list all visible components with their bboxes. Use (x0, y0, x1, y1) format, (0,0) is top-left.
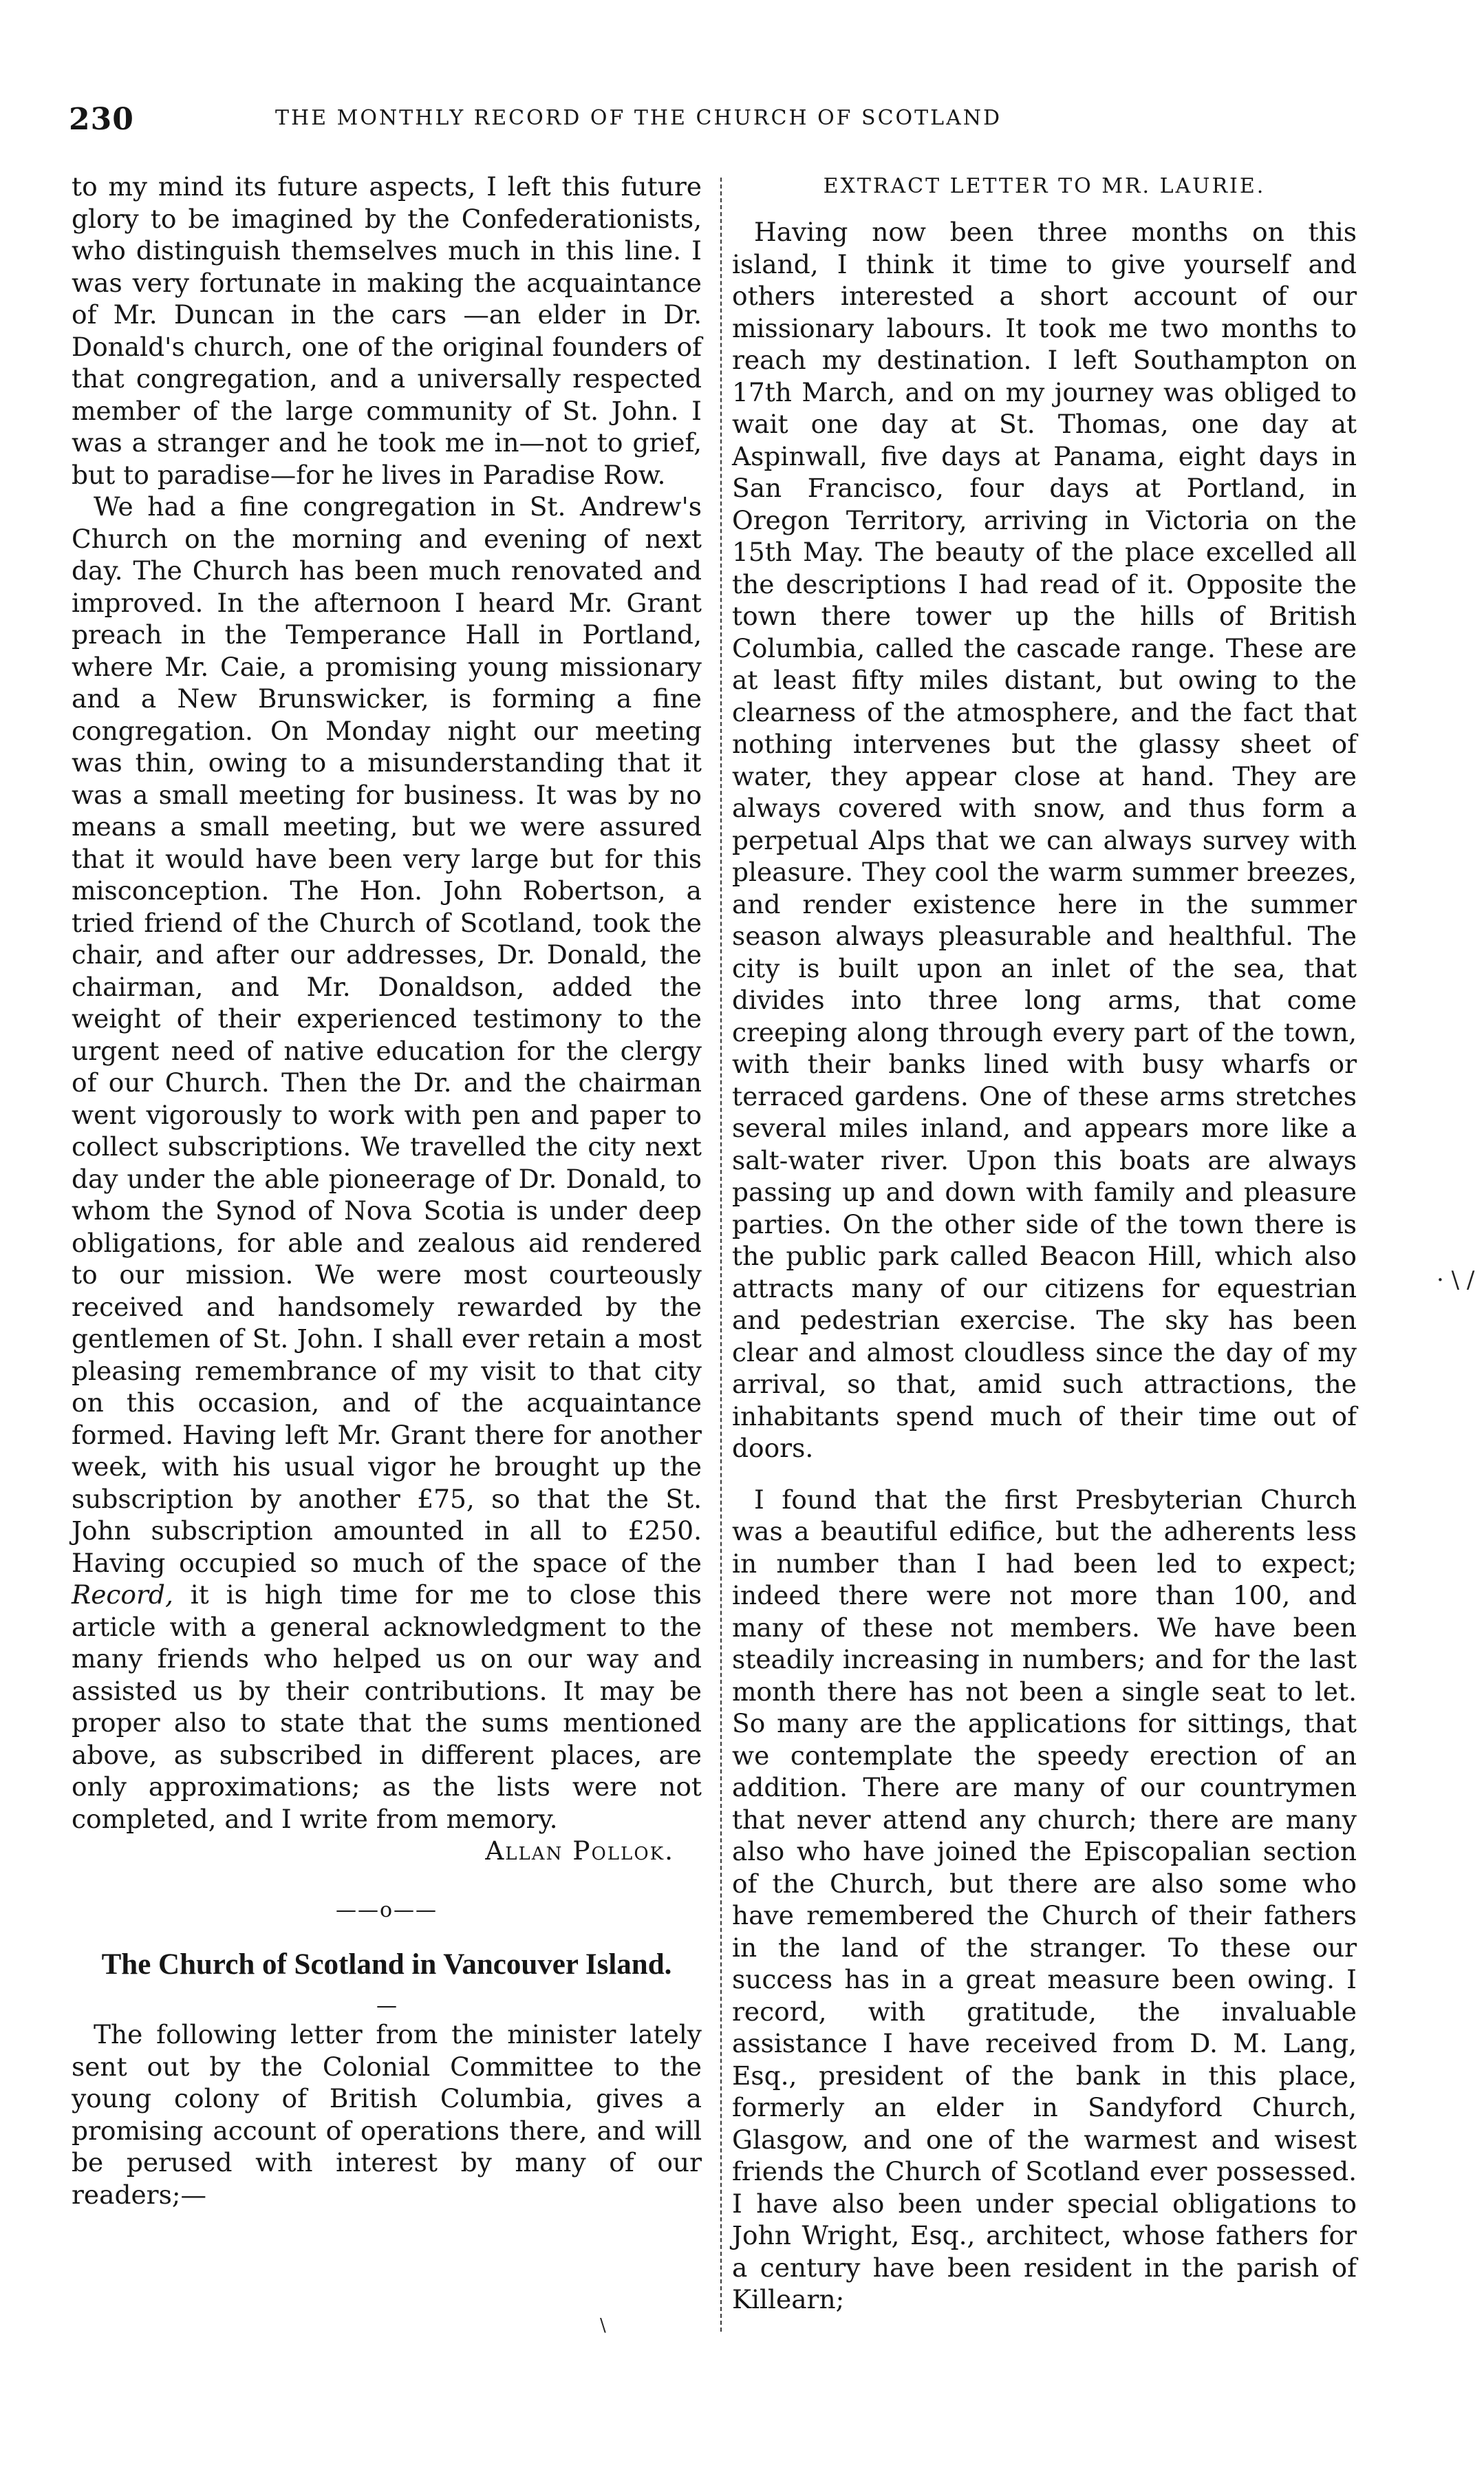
author-signature: Allan Pollok. (485, 1835, 674, 1866)
record-title-italic: Record, (72, 1579, 173, 1610)
right-column (732, 171, 1357, 2316)
article-intro: The following letter from the minister lately sent out by the Colonial Committee to the young colony of British Columbia, gives a promising account of operations there, and will be perused with interest by many of our readers;— (72, 2019, 702, 2210)
paragraph-gap (732, 1465, 1357, 1484)
margin-mark: · \ / (1437, 1266, 1475, 1294)
right-paragraph-2: I found that the first Presbyterian Church was a beautiful edifice, but the adherents less in number than I had been led to expect; indeed there were not more than 100, and many of these not members. We have been steadily increasing in numbers; and for the last month there has not been a single seat to let. So many are the applications for sittings, that we contemplate the speedy erection of an addition. There are many of our countrymen that never attend any church; there are many also who have joined the Episcopalian section of the Church, but there are also some who have remembered the Church of their fathers in the land of the stranger. To these our success has in a great measure been owing. I record, with gratitude, the invaluable assistance I have received from D. M. Lang, Esq., president of the bank in this place, formerly an elder in Sandyford Church, Glasgow, and one of the warmest and wisest friends the Church of Scotland ever possessed. I have also been under special obligations to John Wright, Esq., architect, whose fathers for a century have been resident in the parish of Killearn; (732, 1484, 1357, 2314)
letter-heading: EXTRACT LETTER TO MR. LAURIE. (823, 174, 1266, 198)
left-paragraph-1: to my mind its future aspects, I left this future glory to be imagined by the Confederationists, who distinguish themselves much in this line. I was very fortunate in making the acquaintance of Mr. Duncan in the cars —an elder in Dr. Donald's church, one of the original founders of that congregation, and a universally respected member of the large community of St. John. I was a stranger and he took me in—not to grief, but to paradise—for he lives in Paradise Row. (72, 171, 702, 490)
heading-dash: — (376, 1994, 397, 2018)
left-column (72, 171, 702, 2211)
column-divider (720, 178, 722, 2332)
journal-title: THE MONTHLY RECORD OF THE CHURCH OF SCOTLAND (275, 106, 1002, 130)
page-number: 230 (69, 102, 134, 137)
bottom-mark: \ (600, 2315, 606, 2336)
left-paragraph-2-text: We had a fine congregation in St. Andrew's Church on the morning and evening of next day. The Church has been much renovated and improved. In the afternoon I heard Mr. Grant preach in the Temperance Hall in Portland, where Mr. Caie, a promising young missionary and a New Brunswicker, is forming a fine congregation. On Monday night our meeting was thin, owing to a misunderstanding that it was a small meeting for business. It was by no means a small meeting, but we were assured that it would have been very large but for this misconception. The Hon. John Robertson, a tried friend of the Church of Scotland, took the chair, and after our addresses, Dr. Donald, the chairman, and Mr. Donaldson, added the weight of their experienced testimony to the urgent need of native education for the clergy of our Church. Then the Dr. and the chairman went vigorously to work with pen and paper to collect subscriptions. We travelled the city next day under the able pioneerage of Dr. Donald, to whom the Synod of Nova Scotia is under deep obligations, for able and zealous aid rendered to our mission. We were most courteously received and handsomely rewarded by the gentlemen of St. John. I shall ever retain a most pleasing remembrance of my visit to that city on this occasion, and of the acquaintance formed. Having left Mr. Grant there for another week, with his usual vigor he brought up the subscription by another £75, so that the St. John subscription amounted in all to £250. Having occupied so much of the space of the (72, 491, 702, 1578)
running-head (69, 102, 1362, 143)
left-paragraph-2 (72, 491, 702, 1835)
left-paragraph-2-tail: it is high time for me to close this article with a general acknowledgment to the many friends who helped us on our way and assisted us by their contributions. It may be proper also to state that the sums mentioned above, as subscribed in different places, are only approximations; as the lists were not completed, and I write from memory. (72, 1579, 702, 1834)
right-paragraph-1: Having now been three months on this island, I think it time to give yourself and others interested a short account of our missionary labours. It took me two months to reach my destination. I left Southampton on 17th March, and on my journey was obliged to wait one day at St. Thomas, one day at Aspinwall, five days at Panama, eight days in San Francisco, four days at Portland, in Oregon Territory, arriving in Victoria on the 15th May. The beauty of the place excelled all the descriptions I had read of it. Opposite the town there tower up the hills of British Columbia, called the cascade range. These are at least fifty miles distant, but owing to the clearness of the atmosphere, and the fact that nothing intervenes but the glassy sheet of water, they appear close at hand. They are always covered with snow, and thus form a perpetual Alps that we can always survey with pleasure. They cool the warm summer breezes, and render existence here in the summer season always pleasurable and healthful. The city is built upon an inlet of the sea, that divides into three long arms, that come creeping along through every part of the town, with their banks lined with busy wharfs or terraced gardens. One of these arms stretches several miles inland, and appears more like a salt-water river. Upon this boats are always passing up and down with family and pleasure parties. On the other side of the town there is the public park called Beacon Hill, which also attracts many of our citizens for equestrian and pedestrian exercise. The sky has been clear and almost cloudless since the day of my arrival, so that, amid such attractions, the inhabitants spend much of their time out of doors. (732, 217, 1357, 1463)
section-divider: ——o—— (335, 1897, 438, 1922)
article-heading: The Church of Scotland in Vancouver Island. (101, 1948, 672, 1981)
